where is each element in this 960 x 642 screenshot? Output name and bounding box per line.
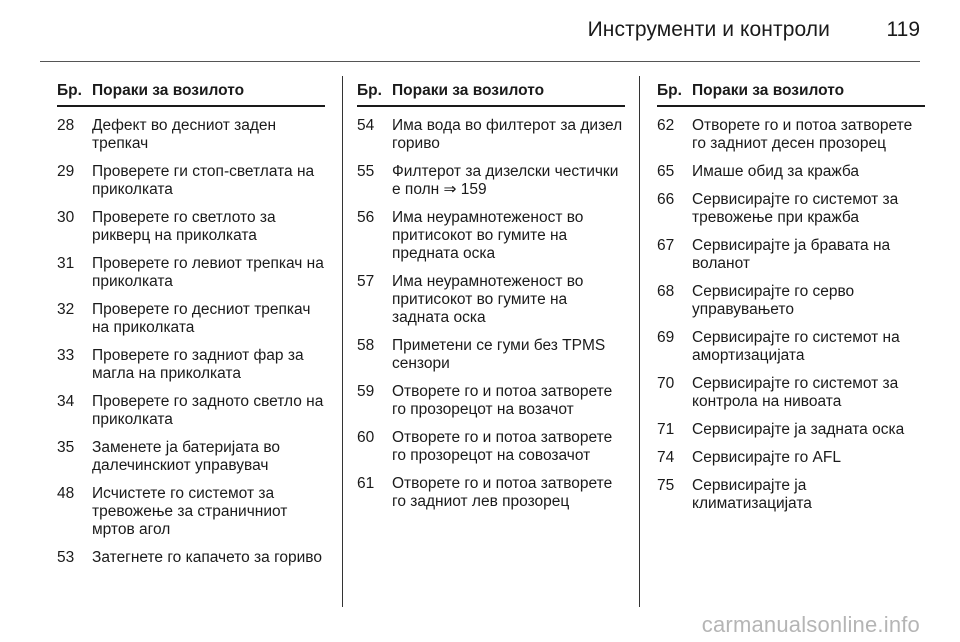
column-header-number: Бр. [357,82,382,99]
page-header [0,0,960,62]
message-number: 66 [657,191,675,208]
message-number: 32 [57,301,75,318]
message-column-1 [57,82,325,567]
message-text: Отворете го и потоа затворете го задниот лев прозорец [392,475,613,510]
message-row [657,117,925,153]
message-list [657,117,925,513]
message-text: Заменете ја батеријата во далечинскиот управувач [92,439,281,474]
message-text: Сервисирајте ја бравата на воланот [692,237,891,272]
message-row [657,191,925,227]
message-text: Сервисирајте го системот за тревожење при кражба [692,191,899,226]
message-number: 74 [657,449,675,466]
message-number: 59 [357,383,375,400]
column-header [657,82,925,107]
message-row [57,209,325,245]
message-number: 33 [57,347,75,364]
message-number: 54 [357,117,375,134]
message-row [657,477,925,513]
message-row [657,329,925,365]
column-divider [639,76,640,607]
column-header [57,82,325,107]
message-number: 31 [57,255,75,272]
column-header-number: Бр. [57,82,82,99]
watermark: carmanualsonline.info [701,612,920,637]
message-number: 65 [657,163,675,180]
column-header-number: Бр. [657,82,682,99]
message-row [657,449,925,467]
message-row [657,237,925,273]
message-list [357,117,625,511]
message-text: Отворете го и потоа затворете го задниот десен прозорец [692,117,913,152]
message-number: 70 [657,375,675,392]
message-row [357,117,625,153]
message-row [357,475,625,511]
message-row [357,273,625,327]
message-text: Сервисирајте ја задната оска [692,421,905,438]
message-row [57,301,325,337]
message-row [357,383,625,419]
message-row [657,283,925,319]
message-row [57,347,325,383]
message-text: Сервисирајте го AFL [692,449,841,466]
message-text: Отворете го и потоа затворете го прозорецот на возачот [392,383,613,418]
message-number: 61 [357,475,375,492]
message-number: 48 [57,485,75,502]
message-text: Има вода во филтерот за дизел гориво [392,117,623,152]
message-text: Проверете ги стоп-светлата на приколката [92,163,315,198]
message-text: Имаше обид за кражба [692,163,860,180]
message-row [57,117,325,153]
column-header-message: Пораки за возилото [392,82,545,99]
message-number: 62 [657,117,675,134]
message-text: Сервисирајте го серво управувањето [692,283,855,318]
message-row [57,485,325,539]
message-number: 57 [357,273,375,290]
message-number: 58 [357,337,375,354]
message-row [657,163,925,181]
message-row [657,375,925,411]
message-number: 69 [657,329,675,346]
message-text: Има неурамнотеженост во притисокот во гумите на предната оска [392,209,584,262]
message-number: 68 [657,283,675,300]
column-header [357,82,625,107]
message-column-2 [357,82,625,511]
message-text: Филтерот за дизелски честички е полн ⇒ 159 [392,163,619,198]
message-row [357,337,625,373]
message-text: Проверете го светлото за рикверц на приколката [92,209,276,244]
column-divider [342,76,343,607]
message-list [57,117,325,567]
message-row [57,439,325,475]
page-title: Инструменти и контроли [587,18,830,41]
message-column-3 [657,82,925,513]
message-number: 28 [57,117,75,134]
page-number: 119 [886,18,920,41]
message-text: Дефект во десниот заден трепкач [92,117,277,152]
message-number: 30 [57,209,75,226]
message-row [57,393,325,429]
column-header-message: Пораки за возилото [92,82,245,99]
message-number: 55 [357,163,375,180]
message-number: 35 [57,439,75,456]
column-header-message: Пораки за возилото [692,82,845,99]
message-text: Сервисирајте го системот на амортизацијата [692,329,900,364]
message-number: 67 [657,237,675,254]
message-text: Има неурамнотеженост во притисокот во гумите на задната оска [392,273,584,326]
message-text: Исчистете го системот за тревожење за страничниот мртов агол [92,485,288,538]
message-row [57,255,325,291]
message-row [357,209,625,263]
message-text: Проверете го десниот трепкач на приколката [92,301,311,336]
message-row [357,429,625,465]
message-number: 71 [657,421,675,438]
message-row [357,163,625,199]
message-text: Проверете го задното светло на приколката [92,393,324,428]
message-row [657,421,925,439]
message-number: 53 [57,549,75,566]
message-text: Сервисирајте го системот за контрола на нивоата [692,375,899,410]
message-row [57,549,325,567]
message-text: Отворете го и потоа затворете го прозорецот на совозачот [392,429,613,464]
message-number: 75 [657,477,675,494]
header-rule [40,61,920,62]
message-number: 56 [357,209,375,226]
message-text: Приметени се гуми без TPMS сензори [392,337,606,372]
message-number: 29 [57,163,75,180]
message-row [57,163,325,199]
message-text: Проверете го левиот трепкач на приколката [92,255,324,290]
message-number: 34 [57,393,75,410]
message-text: Затегнете го капачето за гориво [92,549,322,566]
message-text: Проверете го задниот фар за магла на приколката [92,347,304,382]
message-number: 60 [357,429,375,446]
message-text: Сервисирајте ја климатизацијата [692,477,812,512]
